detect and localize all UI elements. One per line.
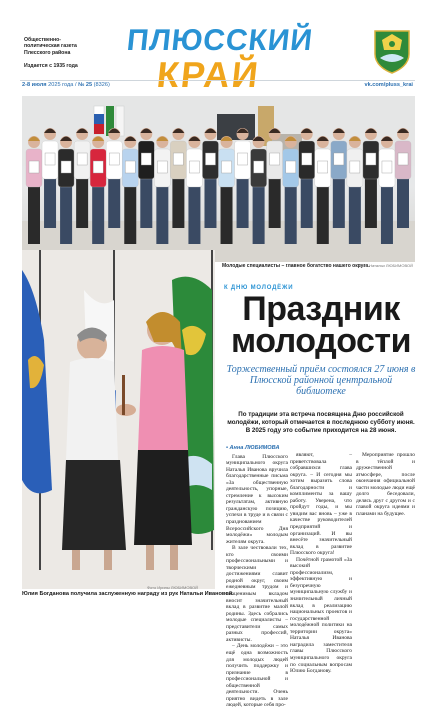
person-legs [156,185,168,244]
person-legs [76,177,88,228]
paragraph: Почётной грамотой «За высокий профессионализм, эффективную и безупречную муниципальную службу и значительный личный вклад в реализацию национальных проектов и государственной молодёжной политики на территории округа» Наталья Иванова наградила заместителя главы Плюсского муниципального округа по социальным вопросам Юлию Богданову. [290,556,352,675]
certificate [398,153,408,165]
article-subhead: Торжественный приём состоялся 27 июня в Плюсской районной центральной библиотеке [226,364,416,398]
subtitle-line: Общественно- [24,37,62,43]
issue-date: 2-8 июля [22,82,47,88]
since-note: Издается с 1935 года [24,63,78,70]
person-legs [237,177,249,228]
logo-line-1: ПЛЮССКИЙ [125,24,315,57]
photo2-credit: Фото Ирины ЛЮБИМОВОЙ [147,585,198,590]
issue-number: № 25 [78,82,93,88]
person-legs [172,177,184,228]
logo-line-2: КРАЙ [154,54,262,95]
certificate [173,153,183,165]
article-author: • Анна ЛЮБИМОВА [226,445,280,451]
headline-line: молодости [231,322,411,360]
person-legs [381,185,393,244]
issue-year: 2025 года [48,82,74,88]
certificate [238,153,248,165]
certificate [318,161,328,173]
subtitle-line: Плесского района [24,49,71,56]
award-photo [22,250,215,589]
person-legs [44,177,56,228]
headline-line: Праздник [242,290,400,328]
person-legs [108,177,120,228]
certificate [93,161,103,173]
article-headline [226,290,416,360]
person-legs [204,177,216,228]
person-legs [317,185,329,244]
person-legs [285,185,297,244]
certificate [77,153,87,165]
group-photo [22,96,415,262]
paragraph: В зале чествовали тех, кто своими профессиональными и творческими достижениями славит родной округ, своим ежедневным трудом и неоценимым вкладом вносит значительный вклад в развитие малой родины. Здесь собрались молодые специалисты – представители самых разных профессий, активисты. [226,545,288,643]
certificate [125,161,135,173]
certificate [286,161,296,173]
certificate [366,153,376,165]
person-legs [124,185,136,244]
certificate [254,161,264,173]
paragraph: Мероприятие прошло в тёплой и дружественной атмосфере, после окончания официальной части молодые люди ещё долго беседовали, делясь друг с другом и с главой округа идеями и планами на будущее. [356,452,415,517]
photo2-caption: Юлия Богданова получила заслуженную награду из рук Натальи Ивановой. [22,591,234,597]
certificate [382,161,392,173]
article-kicker: К ДНЮ МОЛОДЁЖИ [224,285,294,291]
person-legs [269,177,281,228]
person-legs [253,185,265,244]
person-legs [365,177,377,228]
article-column-3 [356,452,415,517]
certificate [45,153,55,165]
paragraph: – День молодёжи – это ещё одна возможность для молодых людей получить поддержку и признание в профессиональной и общественной деятельности. Очень приятно видеть в зале людей, которые себя про- [226,643,288,709]
person-legs [397,177,409,228]
person-legs [301,177,313,228]
person-legs [188,185,200,244]
article-lead: По традиции эта встреча посвящена Дню российской молодёжи, который отмечается в последнюю субботу июня. В 2025 году это событие приходится на 28 июня. [227,411,415,434]
certificate [270,153,280,165]
certificate [334,153,344,165]
photo1-credit: Фото Натальи ЛЮБИМОВОЙ [358,263,413,268]
vk-link[interactable]: vk.com/pluss_krai [364,82,413,88]
coat-of-arms-icon [372,28,412,74]
photo1-caption: Молодые специалисты – главное богатство нашего округа. [222,263,370,269]
person-legs [92,185,104,244]
certificate [222,161,232,173]
certificate [189,161,199,173]
person-legs [140,177,152,228]
article-column-1 [226,445,288,709]
person-legs [333,177,345,228]
issue-total: (8326) [93,82,110,88]
paragraph: Глава Плюсского муниципального округа Наталья Иванова вручила благодарственные письма «За общественную деятельность, упорные, стремление к высоким результатам, активную гражданскую позицию, успехи в труде и в связи с празднованием Всероссийского Дня молодёжи» молодым жителям округа. [226,453,288,545]
certificate [141,153,151,165]
certificate [302,153,312,165]
paragraph: являют, – приветствовала собравшихся глава округа. – И сегодня мы хотим выразить слова благодарности и комплименты за вашу работу. Уверена, что пройдут годы, и мы увидим вас вновь – уже в качестве руководителей предприятий и организаций. И вы внесёте значительный вклад в развитие Плюсского округа! [290,452,352,557]
certificate [61,161,71,173]
person-legs [28,185,40,244]
certificate [109,153,119,165]
person-legs [349,185,361,244]
certificate [350,161,360,173]
person-legs [221,185,233,244]
certificate [157,161,167,173]
article-column-2 [290,452,352,675]
issue-info: 2-8 июля 2025 года / № 25 (8326) [22,82,110,88]
person-legs [60,185,72,244]
certificate [29,161,39,173]
certificate [205,153,215,165]
subtitle-line: политическая газета [24,43,77,50]
